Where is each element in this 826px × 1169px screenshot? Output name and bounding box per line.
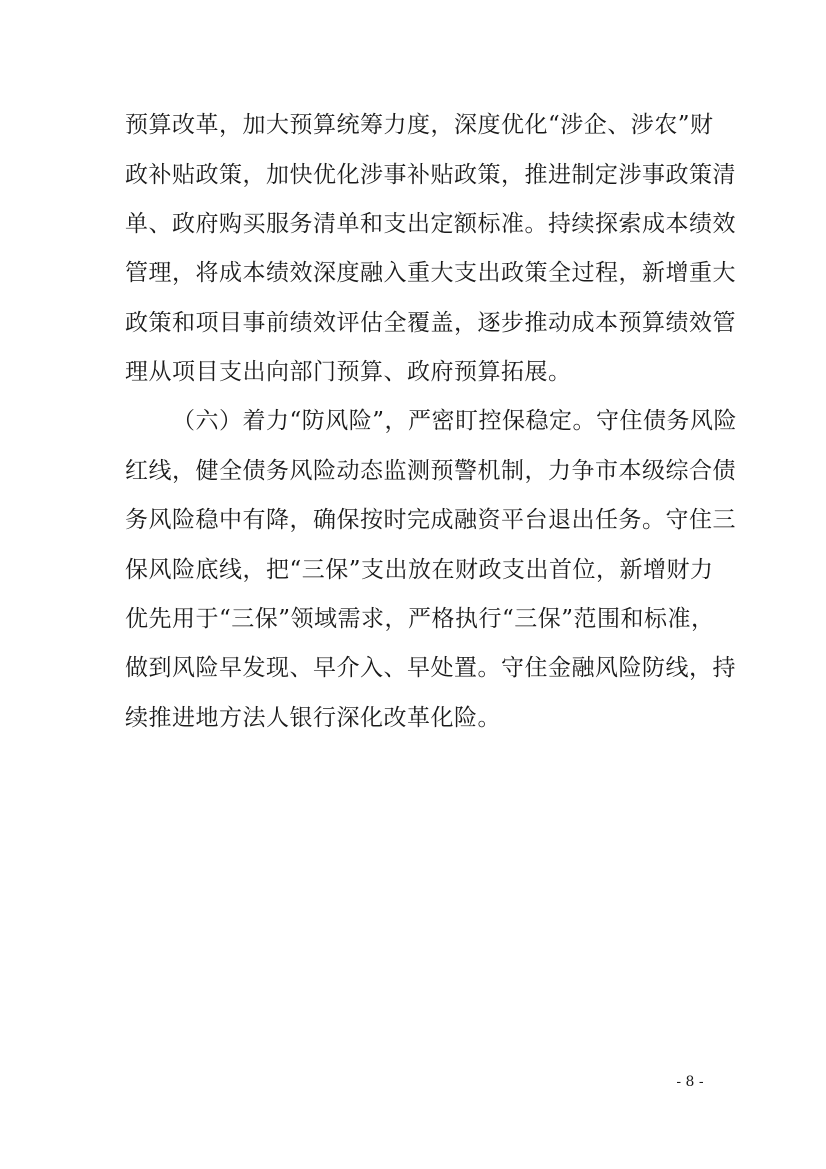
paragraph-line: 保风险底线，把“三保”支出放在财政支出首位，新增财力 bbox=[125, 557, 714, 583]
paragraph-line: 务风险稳中有降，确保按时完成融资平台退出任务。守住三 bbox=[125, 507, 736, 533]
paragraph-line: 红线，健全债务风险动态监测预警机制，力争市本级综合债 bbox=[125, 458, 736, 484]
paragraph-line: 管理，将成本绩效深度融入重大支出政策全过程，新增重大 bbox=[125, 260, 736, 286]
paragraph-line: 预算改革，加大预算统筹力度，深度优化“涉企、涉农”财 bbox=[125, 112, 714, 138]
page-number: - 8 - bbox=[676, 1074, 704, 1090]
paragraph-line: （六）着力“防风险”，严密盯控保稳定。守住债务风险 bbox=[172, 408, 738, 434]
paragraph-line: 做到风险早发现、早介入、早处置。守住金融风险防线，持 bbox=[125, 655, 736, 681]
paragraph-line: 优先用于“三保”领域需求，严格执行“三保”范围和标准， bbox=[125, 606, 715, 632]
paragraph-line: 单、政府购买服务清单和支出定额标准。持续探索成本绩效 bbox=[125, 211, 736, 237]
paragraph-line: 政补贴政策，加快优化涉事补贴政策，推进制定涉事政策清 bbox=[125, 162, 736, 188]
paragraph-line: 理从项目支出向部门预算、政府预算拓展。 bbox=[125, 359, 572, 385]
paragraph-line: 续推进地方法人银行深化改革化险。 bbox=[125, 705, 501, 731]
paragraph-line: 政策和项目事前绩效评估全覆盖，逐步推动成本预算绩效管 bbox=[125, 310, 736, 336]
